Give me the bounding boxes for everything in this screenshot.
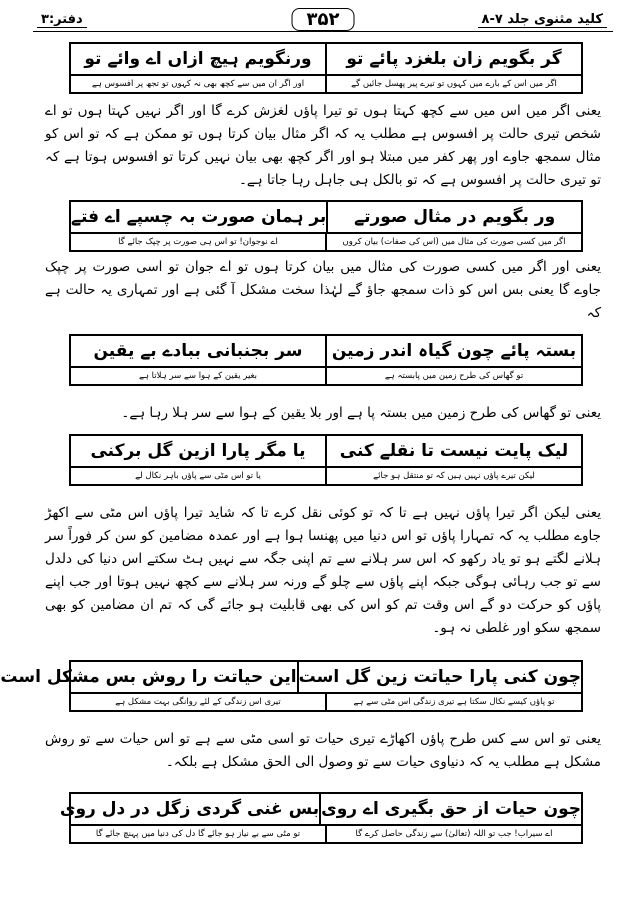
verse-right-translation: تو پاؤں کیسے نکال سکتا ہے تیری زندگی اس مٹی سے ہے [327,692,581,710]
verse-right-hemistich: ور بگویم در مثال صورتے [354,207,556,227]
verse-right-hemistich: چون کنی پارا حیاتت زین گل است [298,667,581,687]
verse-box-1 [69,42,583,94]
page-number: ۳۵۲ [292,8,355,31]
verse-right-hemistich: چون حیات از حق بگیری اے روی [321,799,581,819]
verse-left-translation: یا تو اس مٹی سے پاؤں باہر نکال لے [71,466,327,484]
verse-left-hemistich: ورنگویم ہیچ ازاں اے وائے تو [71,44,327,74]
verse-right-translation: لیکن تیرے پاؤں نہیں ہیں کہ تو منتقل ہو جائے [327,466,581,484]
verse-right-translation: تو گھاس کی طرح زمین میں پابستہ ہے [327,366,581,384]
commentary-text: یعنی اور اگر میں کسی صورت کی مثال میں بیان کرتا ہوں تو اے جوان تو اسی صورت پر چپک جاوے گا یعنی بس اس کو ذات سمجھ جاؤ گے لہٰذا سخت مشکل آ گئی ہے اور تمہاری یہ حالت ہے کہ [45,259,601,321]
commentary-text: یعنی تو اس سے کس طرح پاؤں اکھاڑے تیری حیات تو اسی مٹی سے ہے تو اس حیات سے تو روش مشکل ہے مطلب یہ کہ دنیاوی حیات سے تو وصول الی الحق مشکل ہے بلکہ۔ [45,731,601,770]
verse-right-translation: اگر میں اس کے بارے میں کہوں تو تیرے پیر پھسل جائیں گے [327,74,581,92]
commentary-1 [45,100,601,192]
verse-left-hemistich: بر ہمان صورت بہ چسپے اے فتے [71,202,328,232]
commentary-text: یعنی اگر میں اس میں سے کچھ کہتا ہوں تو تیرا پاؤں لغزش کرے گا اور اگر نہیں کہتا ہوں تو اے شخص تیری حالت پر افسوس ہے مطلب یہ کہ اگر مثال بیان کرتا ہوں تو ممکن ہے کہ تو اس کو مثال سمجھ جاوے اور پھر کفر میں مبتلا ہو اور اگر کچھ بھی بیان نہیں کرتا تو افسوس ہوتا ہے کہ تو تیری حالت پر افسوس ہے کہ تو بالکل ہی جاہل رہا جاتا ہے۔ [45,103,601,188]
verse-left-translation: اور اگر ان میں سے کچھ بھی نہ کہوں تو تجھ پر افسوس ہے [71,74,327,92]
verse-left-hemistich: سر بجنبانی ببادے بے یقین [71,336,327,366]
verse-left-translation: اے نوجوان! تو اس ہی صورت پر چپک جائے گا [71,232,327,250]
verse-right-hemistich: لیک پایت نیست تا نقلے کنی [339,441,569,461]
page-header [33,6,613,32]
verse-box-2 [69,200,583,252]
verse-box-4 [69,434,583,486]
verse-left-translation: تیری اس زندگی کے لئے روانگی بہت مشکل ہے [71,692,327,710]
verse-box-6 [59,792,583,844]
commentary-3 [45,402,601,426]
verse-box-3 [69,334,583,386]
verse-right-hemistich: گر بگویم زان بلغزد پائے تو [346,49,562,69]
commentary-4 [45,502,601,642]
verse-right-translation: اے سیراب! جب تو اللہ (تعالیٰ) سے زندگی حاصل کرے گا [327,824,581,842]
verse-right-hemistich: بستہ پائے چون گیاہ اندر زمین [331,341,577,361]
volume-label: دفتر:۳ [37,12,87,28]
verse-right-translation: اگر میں کسی صورت کی مثال میں (اس کی صفات) بیان کروں [327,232,581,250]
commentary-text: یعنی لیکن اگر تیرا پاؤں نہیں ہے تا کہ تو کوئی نقل کرے تا کہ شاید تیرا پاؤں اس مٹی سے اکھڑ جاوے مطلب یہ کہ تمہارا پاؤں تو اس دنیا میں پھنسا ہوا ہے اور عمدہ مضامین کو سن کر فوراً سر ہلانے لگتے ہو تو یاد رکھو کہ اس سر ہلانے سے تم اپنی جگہ سے نہیں ہٹ سکتے اس دنیا کی دلدل سے تو جب رہائی ہوگی جبکہ اپنے پاؤں سے چلو گے ورنہ سر ہلانے سے کچھ نہیں ہوتا اور جب اپنے پاؤں کو حرکت دو گے اس وقت تم کو اس کی بھی قابلیت ہو جائے گی کہ تم ان مضامین کو بھی سمجھ سکو اور غلطی نہ ہو۔ [45,505,601,636]
book-title: کلید مثنوی جلد ۷-۸ [478,12,607,28]
verse-left-translation: بغیر یقین کے ہوا سے سر ہلاتا ہے [71,366,327,384]
verse-left-hemistich: بس غنی گردی زگل در دل روی [60,794,321,824]
commentary-2 [45,256,601,326]
verse-left-translation: تو مٹی سے بے نیاز ہو جائے گا دل کی دنیا میں پہنچ جائے گا [71,824,327,842]
commentary-5 [45,728,601,775]
verse-box-5 [0,660,583,712]
verse-left-hemistich: این حیاتت را روش بس مشکل است [0,662,298,692]
verse-left-hemistich: یا مگر پارا ازین گل برکنی [71,436,327,466]
header-rule [33,31,613,32]
commentary-text: یعنی تو گھاس کی طرح زمین میں بستہ پا ہے اور بلا یقین کے ہوا سے سر ہلا رہا ہے۔ [121,405,601,421]
